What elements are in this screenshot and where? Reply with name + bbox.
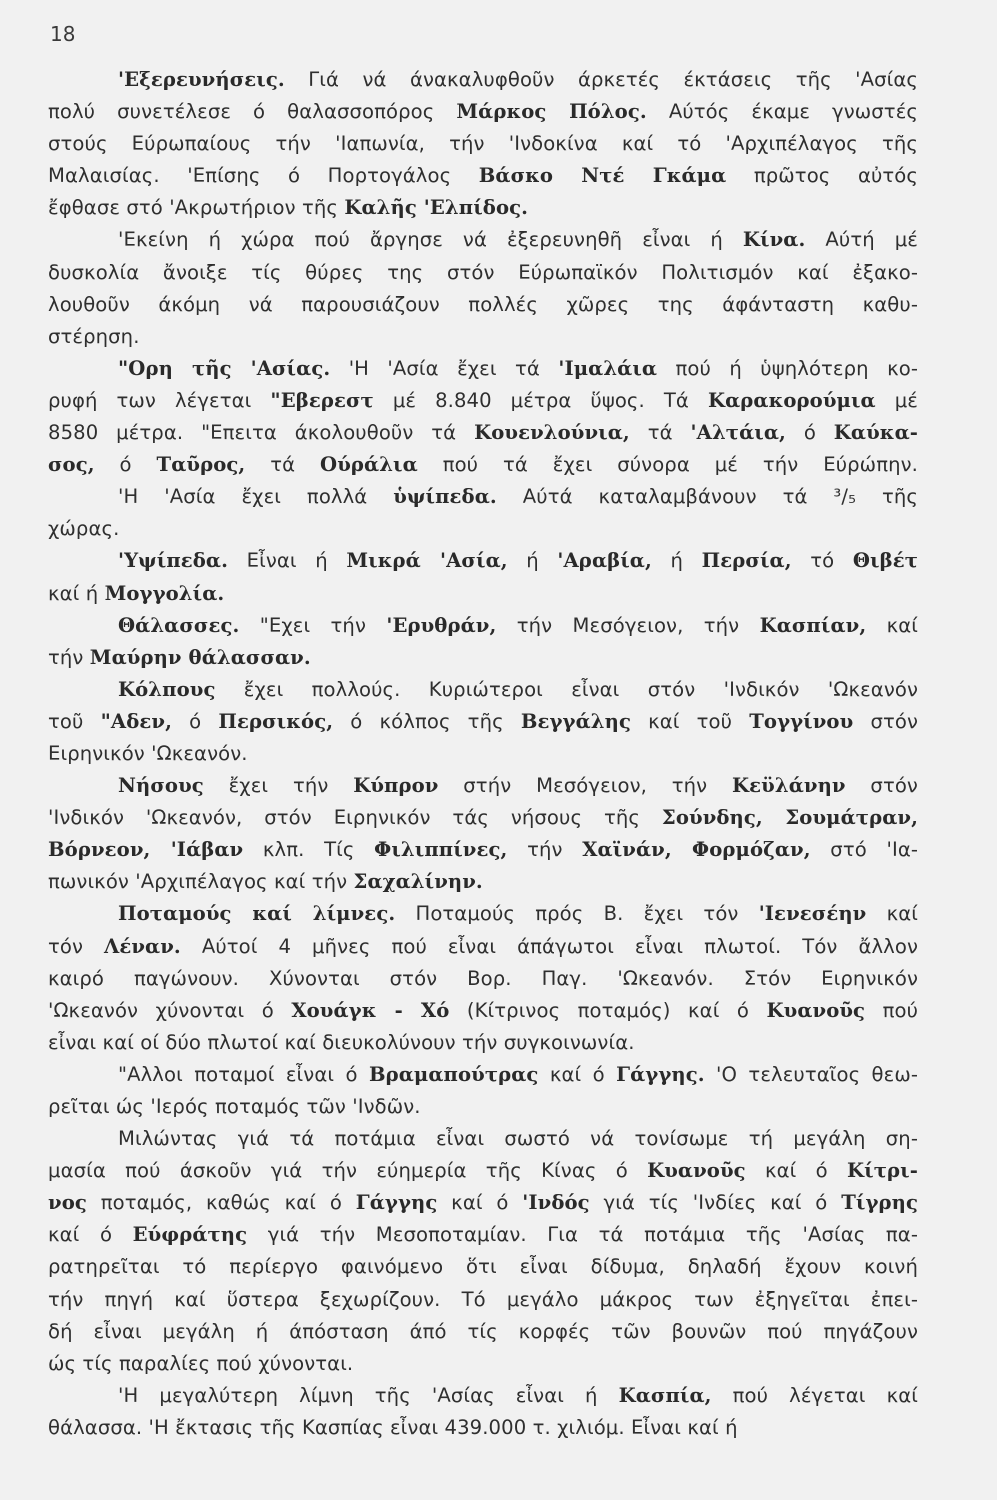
text-line xyxy=(48,1251,918,1283)
bold-term: 'Αραβία, xyxy=(557,549,652,573)
text-line xyxy=(48,192,918,224)
text-run: τοῦ xyxy=(48,709,101,733)
text-run: Αύτά καταλαμβάνουν τά ³/₅ τῆς xyxy=(496,485,918,509)
text-run: καί ό xyxy=(745,1159,848,1183)
text-run: χώρας. xyxy=(48,517,120,541)
bold-term: 'Ινδός xyxy=(522,1191,590,1215)
text-line xyxy=(48,1027,918,1059)
text-run: "Αλλοι ποταμοί εἶναι ό xyxy=(118,1062,369,1086)
bold-term: Περσικός, xyxy=(218,709,334,733)
text-run: ό xyxy=(172,709,219,733)
text-run: ή xyxy=(507,549,558,573)
text-line xyxy=(48,417,918,449)
bold-term: σος, xyxy=(48,453,95,477)
text-run: Ειρηνικόν 'Ωκεανόν. xyxy=(48,741,248,765)
text-line xyxy=(48,289,918,321)
text-line xyxy=(48,160,918,192)
text-line xyxy=(48,642,918,674)
text-line xyxy=(48,1412,918,1444)
text-run: πρῶτος αὐτός xyxy=(726,164,918,188)
bold-term: Γάγγης. xyxy=(616,1062,705,1086)
bold-term: Κίνα. xyxy=(742,228,806,252)
text-line xyxy=(48,1316,918,1348)
bold-term: Ούράλια xyxy=(320,453,418,477)
text-run: γιά τήν Μεσοποταμίαν. Για τά ποτάμια τῆς 'Ασίας πα- xyxy=(247,1223,918,1247)
text-run: ό xyxy=(94,453,157,477)
text-run: Γιά νά άνακαλυφθοῦν άρκετές έκτάσεις τῆς 'Ασίας xyxy=(284,68,918,91)
text-line xyxy=(48,706,918,738)
bold-term: Κυανοῦς xyxy=(647,1159,746,1183)
bold-term: 'Ιμαλάια xyxy=(558,356,658,380)
text-run: 'Ωκεανόν χύνονται ό xyxy=(48,998,292,1022)
text-run: ρυφή των λέγεται xyxy=(48,388,271,412)
text-run: ό κόλπος τῆς xyxy=(333,709,521,733)
text-line xyxy=(48,802,918,834)
bold-term: Εύφράτης xyxy=(132,1223,248,1247)
text-line xyxy=(48,995,918,1027)
text-run: τό xyxy=(791,549,853,573)
text-run: τά xyxy=(629,421,691,445)
text-run: Αύτός έκαμε γνωστές xyxy=(646,100,918,124)
bold-term: Μαύρην θάλασσαν. xyxy=(89,645,311,669)
text-line xyxy=(48,224,918,256)
text-line xyxy=(48,1187,918,1219)
text-line xyxy=(48,834,918,866)
text-line xyxy=(48,1123,918,1155)
bold-term: Καρακορούμια xyxy=(707,388,876,412)
text-run: καί ό xyxy=(538,1062,617,1086)
text-line xyxy=(48,738,918,770)
text-run: τήν πηγή καί ὕστερα ξεχωρίζουν. Τό μεγάλο μάκρος των ἐξηγεῖται ἐπει- xyxy=(48,1287,918,1311)
text-run: πολύ συνετέλεσε ό θαλασσοπόρος xyxy=(48,100,457,124)
bold-term: Χουάγκ - Χό xyxy=(291,998,450,1022)
text-line xyxy=(48,96,918,128)
text-line xyxy=(48,898,918,930)
bold-term: Σούνδης, Σουμάτραν, xyxy=(661,806,918,830)
text-run: μέ 8.840 μέτρα ὕψος. Τά xyxy=(373,388,708,412)
bold-term: Σαχαλίνην. xyxy=(353,870,483,894)
text-run: "Εχει τήν xyxy=(239,613,387,637)
text-run: 'Η 'Ασία ἔχει τά xyxy=(330,356,559,380)
text-line xyxy=(48,1155,918,1187)
text-line xyxy=(48,545,918,577)
text-run: 'Ο τελευταῖος θεω- xyxy=(704,1062,919,1086)
bold-term: Φιλιππίνες, xyxy=(374,838,508,862)
text-run: δυσκολία ἄνοιξε τίς θύρες της στόν Εύρωπαϊκόν Πολιτισμόν καί ἐξακο- xyxy=(48,260,918,284)
text-line xyxy=(48,1284,918,1316)
bold-term: Κόλπους xyxy=(118,677,216,701)
page-number: 18 xyxy=(50,22,76,46)
bold-term: Κασπίαν, xyxy=(759,613,867,637)
text-line xyxy=(48,674,918,706)
text-line xyxy=(48,1091,918,1123)
bold-term: 'Ερυθράν, xyxy=(386,613,497,637)
text-line xyxy=(48,866,918,898)
bold-term: "Ορη τῆς 'Ασίας. xyxy=(118,356,331,380)
text-run: ἔφθασε στό 'Ακρωτήριον τῆς xyxy=(48,196,345,220)
text-run: δή εἶναι μεγάλη ή άπόσταση άπό τίς κορφές τῶν βουνῶν πού πηγάζουν xyxy=(48,1319,918,1343)
text-run: πού ή ὑψηλότερη κο- xyxy=(657,356,918,380)
text-run: τήν Μεσόγειον, τήν xyxy=(496,613,760,637)
bold-term: Μογγολία. xyxy=(104,581,225,605)
text-run: γιά τίς 'Ινδίες καί ό xyxy=(589,1191,842,1215)
text-run: 'Η μεγαλύτερη λίμνη τῆς 'Ασίας εἶναι ή xyxy=(118,1383,619,1407)
bold-term: Κυανοῦς xyxy=(766,998,866,1022)
text-line xyxy=(48,931,918,963)
text-line xyxy=(48,513,918,545)
text-line xyxy=(48,1219,918,1251)
text-run: 'Εκείνη ή χώρα πού ἄργησε νά ἐξερευνηθῆ εἶναι ή xyxy=(118,228,743,252)
text-run: ή xyxy=(651,549,702,573)
bold-term: Κύπρον xyxy=(353,774,439,798)
text-run: στούς Εύρωπαίους τήν 'Ιαπωνία, τήν 'Ινδοκίνα καί τό 'Αρχιπέλαγος τῆς xyxy=(48,132,918,156)
bold-term: Κασπία, xyxy=(618,1383,712,1407)
text-run: πού τά ἔχει σύνορα μέ τήν Εύρώπην. xyxy=(417,453,918,477)
text-line xyxy=(48,578,918,610)
text-run: πού xyxy=(865,998,919,1022)
text-run: ρεῖται ώς 'Ιερός ποταμός τῶν 'Ινδῶν. xyxy=(48,1095,421,1118)
bold-term: Βεγγάλης xyxy=(520,709,631,733)
text-line xyxy=(48,481,918,513)
text-line xyxy=(48,770,918,802)
text-run: Ποταμούς πρός Β. ἔχει τόν xyxy=(395,902,759,926)
text-run: 'Ινδικόν 'Ωκεανόν, στόν Ειρηνικόν τάς νήσους τῆς xyxy=(48,806,662,830)
text-run: λουθοῦν άκόμη νά παρουσιάζουν πολλές χῶρες της άφάνταστη καθυ- xyxy=(48,292,918,316)
bold-term: Βάσκο Ντέ Γκάμα xyxy=(478,164,727,188)
text-run: καί ό xyxy=(437,1191,523,1215)
text-run: ό xyxy=(785,421,834,445)
text-run: θάλασσα. 'Η ἔκτασις τῆς Κασπίας εἶναι 439.000 τ. χιλιόμ. Εἶναι καί ή xyxy=(48,1415,738,1439)
text-run: καί ή xyxy=(48,581,105,605)
bold-term: 'Ιενεσέην xyxy=(758,902,867,926)
body-text xyxy=(48,64,918,1444)
text-run: εἶναι καί οί δύο πλωτοί καί διευκολύνουν τήν συγκοινωνία. xyxy=(48,1030,635,1054)
bold-term: Λέναν. xyxy=(104,934,181,958)
text-run: καιρό παγώνουν. Χύνονται στόν Βορ. Παγ. 'Ωκεανόν. Στόν Ειρηνικόν xyxy=(48,966,918,990)
bold-term: Ταῦρος, xyxy=(156,453,246,477)
bold-term: Γάγγης xyxy=(355,1191,438,1215)
text-line xyxy=(48,128,918,160)
text-run: στόν xyxy=(845,774,918,798)
text-run: Μαλαισίας. 'Επίσης ό Πορτογάλος xyxy=(48,164,479,188)
text-run: ἔχει τήν xyxy=(203,774,354,798)
text-run: μέ xyxy=(875,388,918,412)
text-run: τήν xyxy=(48,645,90,669)
text-run: (Κίτρινος ποταμός) καί ό xyxy=(449,998,767,1022)
text-line xyxy=(48,963,918,995)
text-line xyxy=(48,1380,918,1412)
text-run: στό 'Ια- xyxy=(810,838,919,862)
text-run: τήν xyxy=(507,838,583,862)
text-line xyxy=(48,610,918,642)
bold-term: Περσία, xyxy=(701,549,792,573)
bold-term: Κεϋλάνην xyxy=(732,774,846,798)
bold-term: Θάλασσες. xyxy=(118,613,240,637)
text-line xyxy=(48,449,918,481)
bold-term: "Αδεν, xyxy=(100,709,172,733)
text-run: καί τοῦ xyxy=(630,709,750,733)
bold-term: 'Αλτάια, xyxy=(690,421,786,445)
bold-term: Τίγρης xyxy=(841,1191,918,1215)
text-line xyxy=(48,321,918,353)
bold-term: Μικρά 'Ασία, xyxy=(346,549,508,573)
text-run: καί xyxy=(866,613,918,637)
text-run: τά xyxy=(245,453,321,477)
text-run: μασία πού άσκοῦν γιά τήν εύημερία τῆς Κίνας ό xyxy=(48,1159,648,1183)
bold-term: Μάρκος Πόλος. xyxy=(456,100,647,124)
text-run: ἔχει πολλούς. Κυριώτεροι εἶναι στόν 'Ινδικόν 'Ωκεανόν xyxy=(215,677,918,701)
text-run: 8580 μέτρα. "Επειτα άκολουθοῦν τά xyxy=(48,421,475,445)
bold-term: Καλῆς 'Ελπίδος. xyxy=(344,196,529,220)
text-run: Αύτοί 4 μῆνες πού εἶναι άπάγωτοι εἶναι πλωτοί. Τόν ἄλλον xyxy=(180,934,919,958)
text-run: 'Η 'Ασία ἔχει πολλά xyxy=(118,485,394,509)
text-run: ώς τίς παραλίες πού χύνονται. xyxy=(48,1351,354,1375)
bold-term: ὑψίπεδα. xyxy=(393,485,497,509)
bold-term: Κίτρι- xyxy=(847,1159,918,1183)
text-run: Αύτή μέ xyxy=(805,228,918,252)
text-line xyxy=(48,64,918,96)
bold-term: 'Υψίπεδα. xyxy=(118,549,229,573)
bold-term: Καύκα- xyxy=(833,421,918,445)
bold-term: Χαϊνάν, Φορμόζαν, xyxy=(582,838,811,862)
bold-term: νος xyxy=(48,1191,87,1215)
text-line xyxy=(48,1348,918,1380)
text-run: Μιλώντας γιά τά ποτάμια εἶναι σωστό νά τονίσωμε τή μεγάλη ση- xyxy=(118,1127,918,1151)
text-run: πού λέγεται καί xyxy=(711,1383,918,1407)
bold-term: Ποταμούς καί λίμνες. xyxy=(118,902,396,926)
text-run: πωνικόν 'Αρχιπέλαγος καί τήν xyxy=(48,870,354,894)
text-line xyxy=(48,1059,918,1091)
text-run: τόν xyxy=(48,934,105,958)
text-line xyxy=(48,385,918,417)
bold-term: Νήσους xyxy=(118,774,204,798)
text-run: καί ό xyxy=(48,1223,133,1247)
text-run: κλπ. Τίς xyxy=(243,838,375,862)
text-run: στόν xyxy=(853,709,918,733)
text-run: ποταμός, καθώς καί ό xyxy=(86,1191,356,1215)
bold-term: Βόρνεον, 'Ιάβαν xyxy=(48,838,244,862)
text-run: καί xyxy=(866,902,918,926)
bold-term: Τογγίνου xyxy=(749,709,854,733)
text-run: ρατηρεῖται τό περίεργο φαινόμενο ὅτι εἶναι δίδυμα, δηλαδή ἔχουν κοινή xyxy=(48,1255,918,1279)
bold-term: Θιβέτ xyxy=(852,549,918,573)
bold-term: 'Εξερευνήσεις. xyxy=(118,68,285,91)
text-run: στήν Μεσόγειον, τήν xyxy=(438,774,733,798)
text-line xyxy=(48,257,918,289)
bold-term: Βραμαπούτρας xyxy=(368,1062,539,1086)
text-run: στέρηση. xyxy=(48,324,140,348)
bold-term: Κουενλούνια, xyxy=(474,421,630,445)
text-run: Εἶναι ή xyxy=(228,549,347,573)
bold-term: "Εβερεστ xyxy=(270,388,374,412)
text-line xyxy=(48,353,918,385)
